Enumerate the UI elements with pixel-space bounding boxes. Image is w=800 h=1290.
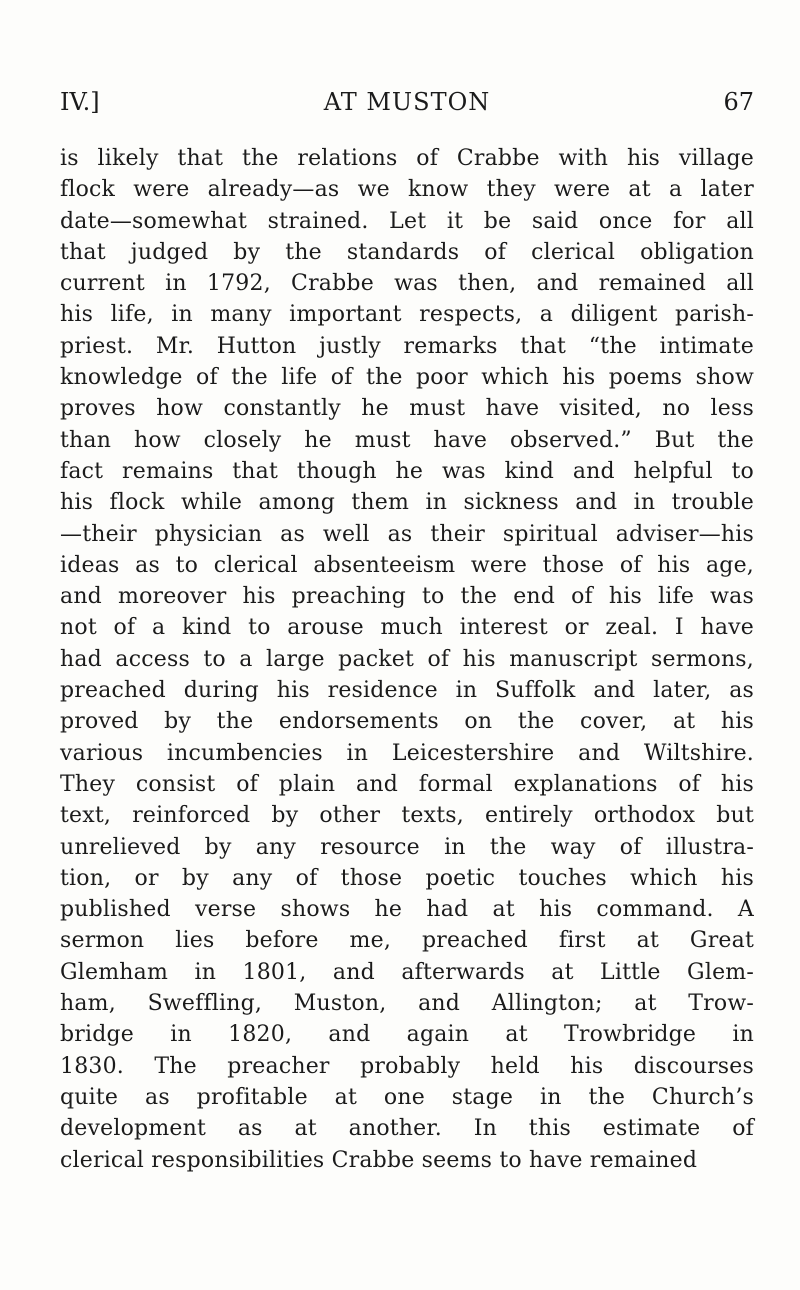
text-line: They consist of plain and formal explanations of his [60, 771, 754, 797]
text-line: his flock while among them in sickness and in trouble [60, 490, 754, 516]
chapter-marker: IV.] [60, 88, 100, 116]
text-line: current in 1792, Crabbe was then, and remained all [60, 271, 754, 297]
text-line: Glemham in 1801, and afterwards at Little Glem- [60, 959, 754, 985]
text-line: had access to a large packet of his manuscript sermons, [60, 646, 754, 672]
text-line: unrelieved by any resource in the way of illustra- [60, 834, 754, 860]
text-line: proved by the endorsements on the cover, at his [60, 709, 754, 735]
text-line: 1830. The preacher probably held his discourses [60, 1053, 754, 1079]
page-number: 67 [723, 88, 754, 116]
body-paragraph [60, 143, 754, 1176]
running-title: AT MUSTON [323, 88, 491, 116]
text-line: ideas as to clerical absenteeism were those of his age, [60, 552, 754, 578]
text-line: his life, in many important respects, a diligent parish- [60, 302, 754, 328]
text-line: sermon lies before me, preached first at Great [60, 928, 754, 954]
text-line: that judged by the standards of clerical obligation [60, 239, 754, 265]
text-line: is likely that the relations of Crabbe with his village [60, 146, 754, 171]
text-line: development as at another. In this estimate of [60, 1116, 754, 1142]
text-line: not of a kind to arouse much interest or zeal. I have [60, 615, 754, 641]
text-line: quite as profitable at one stage in the Church’s [60, 1084, 754, 1110]
running-head [60, 86, 754, 118]
text-line: tion, or by any of those poetic touches which his [60, 865, 754, 891]
text-line: flock were already—as we know they were at a later [60, 177, 754, 203]
text-line: clerical responsibilities Crabbe seems to have remained [60, 1147, 698, 1173]
text-line: text, reinforced by other texts, entirely orthodox but [60, 803, 754, 829]
text-line: priest. Mr. Hutton justly remarks that “the intimate [60, 333, 754, 359]
text-line: and moreover his preaching to the end of his life was [60, 584, 754, 610]
text-line: date—somewhat strained. Let it be said once for all [60, 208, 754, 234]
text-line: preached during his residence in Suffolk and later, as [60, 678, 754, 704]
text-line: various incumbencies in Leicestershire and Wiltshire. [60, 740, 754, 766]
text-line: published verse shows he had at his command. A [60, 897, 754, 923]
text-line: knowledge of the life of the poor which his poems show [60, 365, 754, 391]
text-line: proves how constantly he must have visited, no less [60, 396, 754, 422]
text-line: —their physician as well as their spiritual adviser—his [60, 521, 754, 547]
text-line: bridge in 1820, and again at Trowbridge in [60, 1022, 754, 1048]
text-line: ham, Sweffling, Muston, and Allington; at Trow- [60, 991, 754, 1017]
text-line: than how closely he must have observed.” But the [60, 427, 754, 453]
text-line: fact remains that though he was kind and helpful to [60, 458, 754, 484]
